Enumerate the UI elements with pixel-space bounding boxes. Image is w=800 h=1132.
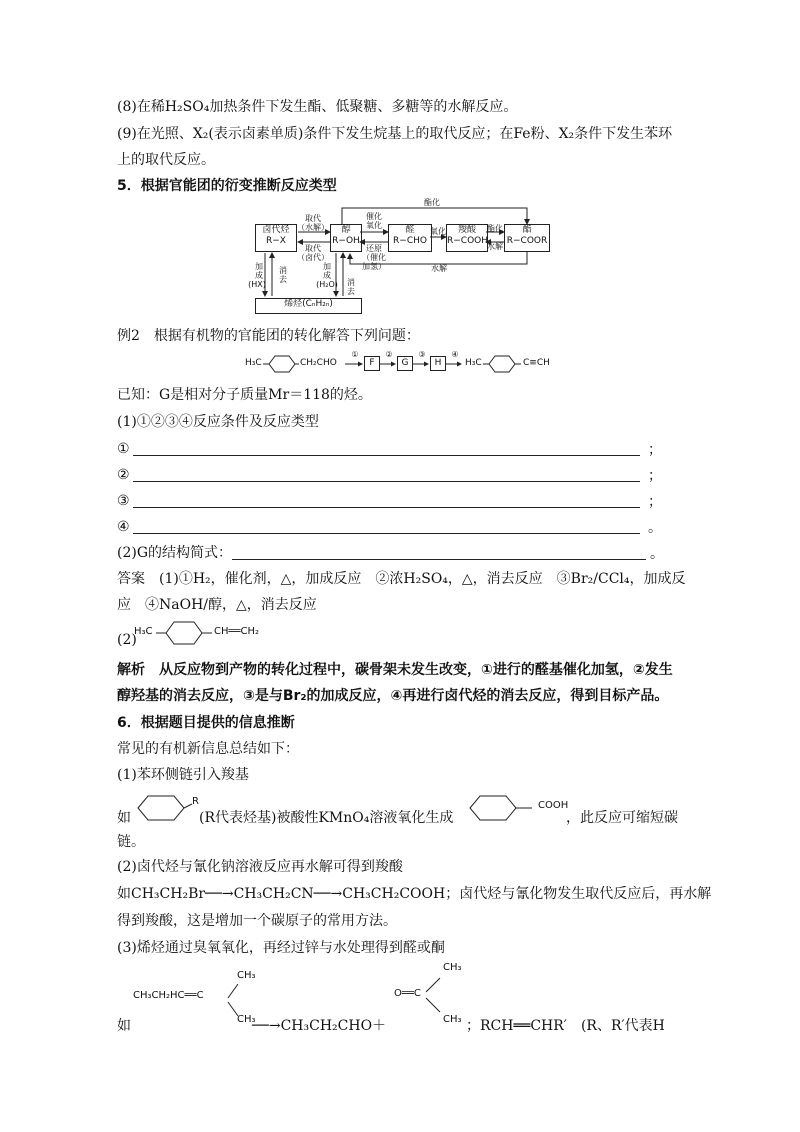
line-8: (8)在稀H₂SO₄加热条件下发生酯、低聚糖、多糖等的水解反应。 — [117, 99, 518, 115]
elim2-2: 去 — [347, 287, 355, 296]
box-haloalkane — [255, 224, 297, 252]
ex2-cont: 得到羧酸，这是增加一个碳原子的常用方法。 — [117, 913, 397, 929]
sub-halo-1: 取代 — [305, 244, 321, 253]
ex1-mid: (R代表烃基)被酸性KMnO₄溶液氧化生成 — [199, 810, 454, 826]
add-hx-1: 加 — [255, 262, 263, 271]
box-H: H — [430, 356, 446, 371]
answer-blank-4[interactable] — [133, 533, 640, 534]
common-info: 常见的有机新信息总结如下： — [117, 741, 299, 757]
box-G: G — [397, 356, 413, 371]
ketone-bonds — [420, 972, 446, 1018]
add-h2o-1: 加 — [323, 262, 331, 271]
answer-line-1: 答案 (1)①H₂，催化剂，△，加成反应 ②浓H₂SO₄，△，消去反应 ③Br₂/CCl₄，加成反 — [117, 571, 686, 587]
alcohol-name: 醇 — [341, 225, 351, 235]
ketone-co: O══C — [394, 988, 421, 999]
answer-blank-2[interactable] — [133, 481, 640, 482]
acid-formula: R−COOH — [447, 236, 489, 246]
step-4: ④ — [451, 350, 459, 359]
box-aldehyde — [388, 224, 432, 252]
option-2-label: ② — [117, 467, 130, 483]
label-cat-ox — [360, 212, 388, 230]
acid-name: 羧酸 — [457, 225, 476, 235]
label-hydrolysis: 水解 — [431, 264, 447, 273]
label-sub-hydro — [296, 214, 330, 232]
step-2: ② — [385, 350, 393, 359]
semi-3: ； — [648, 494, 662, 510]
sub-hydro-2: （水解） — [297, 223, 329, 232]
elim1-2: 去 — [279, 275, 287, 284]
line-9b: 上的取代反应。 — [117, 152, 215, 168]
question-2: (2)G的结构简式： — [117, 545, 233, 561]
chain-end-left: H₃C — [465, 358, 482, 368]
option-3-label: ③ — [117, 493, 130, 509]
label-add-hx — [248, 262, 266, 289]
reduce-1: 还原 — [366, 244, 382, 253]
reduce-3: 加氢） — [362, 262, 386, 271]
alcohol-formula: R−OH — [332, 236, 360, 246]
question-1: (1)①②③④反应条件及反应类型 — [117, 414, 319, 430]
cat-ox-1: 催化 — [366, 212, 382, 221]
sub-1: (1)苯环侧链引入羧基 — [117, 767, 249, 783]
add-h2o-3: (H₂O) — [316, 280, 338, 289]
box-acid — [446, 224, 488, 252]
benzene-r-icon — [134, 790, 196, 826]
haloalkane-name: 卤代烃 — [262, 225, 290, 235]
box-alcohol — [330, 224, 362, 252]
end-5: 。 — [650, 546, 664, 562]
answer-blank-1[interactable] — [133, 455, 640, 456]
ex3-chain-left: CH₃CH₂HC══C — [133, 990, 204, 1001]
elim2-1: 消 — [347, 278, 355, 287]
line-9a: (9)在光照、X₂(表示卤素单质)条件下发生烷基上的取代反应；在Fe粉、X₂条件下发生苯环 — [117, 126, 673, 142]
box-ester — [504, 224, 550, 252]
answer-line-2: 应 ④NaOH/醇，△，消去反应 — [117, 597, 317, 613]
aldehyde-name: 醛 — [405, 225, 415, 235]
step-3: ③ — [418, 350, 426, 359]
analysis-line-2: 醇羟基的消去反应，③是与Br₂的加成反应，④再进行卤代烃的消去反应，得到目标产品。 — [117, 688, 669, 704]
ketone-ch3-bot: CH₃ — [443, 1014, 462, 1025]
cat-ox-2: 氧化 — [366, 221, 382, 230]
ex3-end: ；RCH══CHR′ (R、R′代表H — [466, 1018, 665, 1034]
add-hx-2: 成 — [255, 271, 263, 280]
chain-start-right: CH₂CHO — [300, 358, 337, 368]
label-elim2 — [345, 278, 357, 296]
answer-blank-3[interactable] — [133, 507, 640, 508]
add-hx-3: (HX) — [248, 280, 266, 289]
sub-2: (2)卤代烃与氰化钠溶液反应再水解可得到羧酸 — [117, 859, 403, 875]
label-hyd2: 水解 — [487, 242, 503, 251]
end-4: 。 — [648, 520, 662, 536]
sub-halo-2: （卤代） — [297, 253, 329, 262]
add-h2o-2: 成 — [323, 271, 331, 280]
ex2-line: 如CH₃CH₂Br──→CH₃CH₂CN──→CH₃CH₂COOH；卤代烃与氰化物发生取代反应后，再水解 — [117, 886, 712, 902]
chain-end-right: C≡CH — [523, 358, 550, 368]
step-1: ① — [351, 350, 359, 359]
label-oxid: 氧化 — [430, 227, 446, 236]
benzene-ring-2-icon — [489, 356, 515, 372]
answer-blank-5[interactable] — [232, 559, 646, 560]
answer-line-3: (2) — [117, 632, 137, 648]
label-add-h2o — [316, 262, 338, 289]
answer-struct-left: H₃C — [134, 626, 153, 637]
label-est2: 酯化 — [487, 224, 503, 233]
label-elim1 — [277, 266, 289, 284]
ex3-arrow-product: ──→CH₃CH₂CHO＋ — [252, 1018, 387, 1034]
option-4-label: ④ — [117, 519, 130, 535]
elim1-1: 消 — [279, 266, 287, 275]
ex3-ch3-top: CH₃ — [237, 970, 256, 981]
benzoic-ring-icon — [466, 790, 540, 826]
label-esterify: 酯化 — [424, 198, 440, 207]
example-2: 例2 根据有机物的官能团的转化解答下列问题： — [117, 328, 420, 344]
r-group: R — [192, 796, 199, 807]
reduce-2: （催化 — [362, 253, 386, 262]
label-sub-halo — [296, 244, 330, 262]
ex3-ch3-bot: CH₃ — [237, 1014, 256, 1025]
ex1-prefix: 如 — [117, 810, 131, 826]
semi-1: ； — [648, 442, 662, 458]
ketone-ch3-top: CH₃ — [443, 962, 462, 973]
known-info: 已知：G是相对分子质量Mr＝118的烃。 — [117, 387, 372, 403]
ester-name: 酯 — [522, 225, 532, 235]
label-reduce — [360, 244, 388, 271]
haloalkane-formula: R−X — [266, 236, 286, 246]
sub-hydro-1: 取代 — [305, 214, 321, 223]
benzene-ring-1-icon — [269, 356, 295, 372]
aldehyde-formula: R−CHO — [393, 236, 427, 246]
ex1-end: ，此反应可缩短碳 — [566, 810, 678, 826]
ex1-cont: 链。 — [117, 834, 145, 850]
answer-struct-right: CH══CH₂ — [214, 626, 260, 637]
chain-start-left: H₃C — [245, 358, 262, 368]
semi-2: ； — [648, 468, 662, 484]
option-1-label: ① — [117, 441, 130, 457]
cooh-group: COOH — [538, 800, 569, 811]
section-6-heading: 6．根据题目提供的信息推断 — [117, 715, 295, 731]
sub-3: (3)烯烃通过臭氧氧化，再经过锌与水处理得到醛或酮 — [117, 940, 445, 956]
box-alkene: 烯烃(CₙH₂ₙ) — [255, 298, 362, 314]
section-5-heading: 5．根据官能团的衍变推断反应类型 — [117, 178, 337, 194]
ex3-prefix: 如 — [117, 1018, 131, 1034]
box-F: F — [364, 356, 380, 371]
ester-formula: R−COOR — [506, 236, 548, 246]
analysis-line-1: 解析 从反应物到产物的转化过程中，碳骨架未发生改变，①进行的醛基催化加氢，②发生 — [117, 662, 673, 678]
